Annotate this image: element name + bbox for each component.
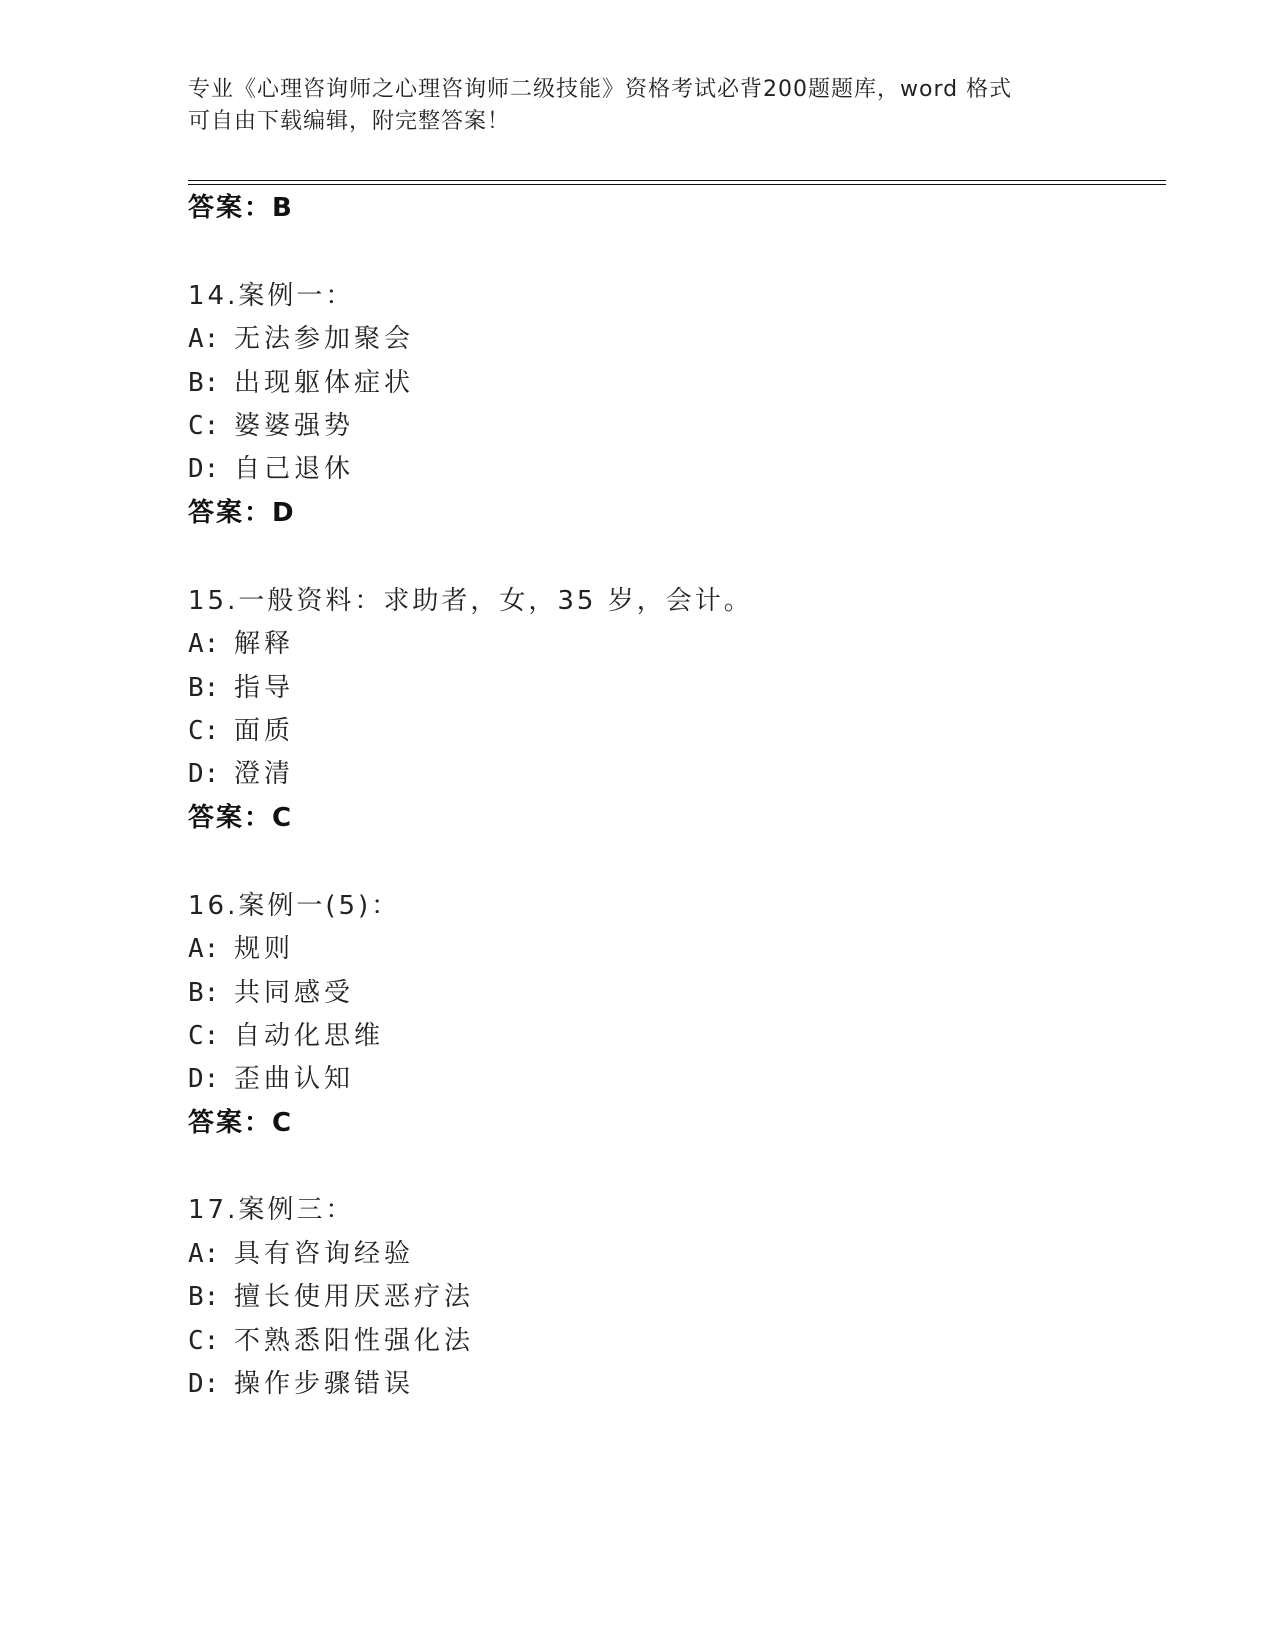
option-text: 婆婆强势 — [234, 411, 355, 441]
option-c — [188, 1019, 384, 1053]
option-text: 解释 — [234, 629, 295, 659]
answer-line — [188, 191, 292, 225]
option-key: C: — [188, 716, 220, 746]
option-a — [188, 322, 414, 356]
option-key: A: — [188, 1239, 220, 1269]
option-text: 具有咨询经验 — [234, 1239, 415, 1269]
option-key: D: — [188, 1064, 220, 1094]
option-key: B: — [188, 978, 220, 1008]
option-d — [188, 1062, 354, 1096]
answer-value: D — [272, 498, 294, 528]
option-key: B: — [188, 673, 220, 703]
option-key: D: — [188, 759, 220, 789]
answer-label: 答案： — [188, 193, 273, 223]
option-text: 规则 — [234, 934, 295, 964]
option-key: A: — [188, 629, 220, 659]
option-d — [188, 452, 354, 486]
answer-line — [188, 1106, 291, 1140]
header-divider-top — [188, 180, 1166, 181]
question-title: 15.一般资料：求助者，女，35 岁，会计。 — [188, 586, 753, 616]
option-text: 歪曲认知 — [234, 1064, 355, 1094]
option-d — [188, 757, 294, 791]
header-line-1: 专业《心理咨询师之心理咨询师二级技能》资格考试必背200题题库，word 格式 — [188, 77, 1013, 102]
answer-label: 答案： — [188, 1108, 273, 1138]
option-d — [188, 1367, 414, 1401]
option-text: 共同感受 — [234, 978, 355, 1008]
header-line-2: 可自由下载编辑，附完整答案！ — [188, 109, 511, 134]
option-c — [188, 714, 294, 748]
answer-line — [188, 801, 291, 835]
option-key: B: — [188, 368, 220, 398]
answer-line — [188, 496, 294, 530]
option-key: B: — [188, 1282, 220, 1312]
option-key: C: — [188, 411, 220, 441]
option-key: D: — [188, 1369, 220, 1399]
answer-value: B — [272, 193, 292, 223]
option-c — [188, 409, 354, 443]
answer-value: C — [272, 1108, 292, 1138]
header-divider-bottom — [188, 184, 1166, 185]
option-key: C: — [188, 1021, 220, 1051]
option-key: A: — [188, 934, 220, 964]
question-title: 16.案例一(5)： — [188, 891, 401, 921]
option-b — [188, 976, 354, 1010]
option-b — [188, 1280, 474, 1314]
option-text: 操作步骤错误 — [234, 1369, 415, 1399]
answer-value: C — [272, 803, 292, 833]
option-a — [188, 932, 294, 966]
question-title: 14.案例一： — [188, 281, 355, 311]
option-b — [188, 366, 414, 400]
option-text: 指导 — [234, 673, 295, 703]
answer-label: 答案： — [188, 803, 273, 833]
option-key: D: — [188, 454, 220, 484]
question-title: 17.案例三： — [188, 1195, 355, 1225]
option-text: 出现躯体症状 — [234, 368, 415, 398]
option-text: 无法参加聚会 — [234, 324, 415, 354]
option-key: A: — [188, 324, 220, 354]
option-text: 自己退休 — [234, 454, 355, 484]
option-text: 擅长使用厌恶疗法 — [234, 1282, 475, 1312]
option-text: 自动化思维 — [234, 1021, 385, 1051]
option-text: 面质 — [234, 716, 295, 746]
option-text: 澄清 — [234, 759, 295, 789]
option-a — [188, 1237, 414, 1271]
answer-label: 答案： — [188, 498, 273, 528]
option-text: 不熟悉阳性强化法 — [234, 1326, 475, 1356]
option-c — [188, 1324, 474, 1358]
option-key: C: — [188, 1326, 220, 1356]
option-b — [188, 671, 294, 705]
document-header — [188, 74, 1088, 138]
option-a — [188, 627, 294, 661]
